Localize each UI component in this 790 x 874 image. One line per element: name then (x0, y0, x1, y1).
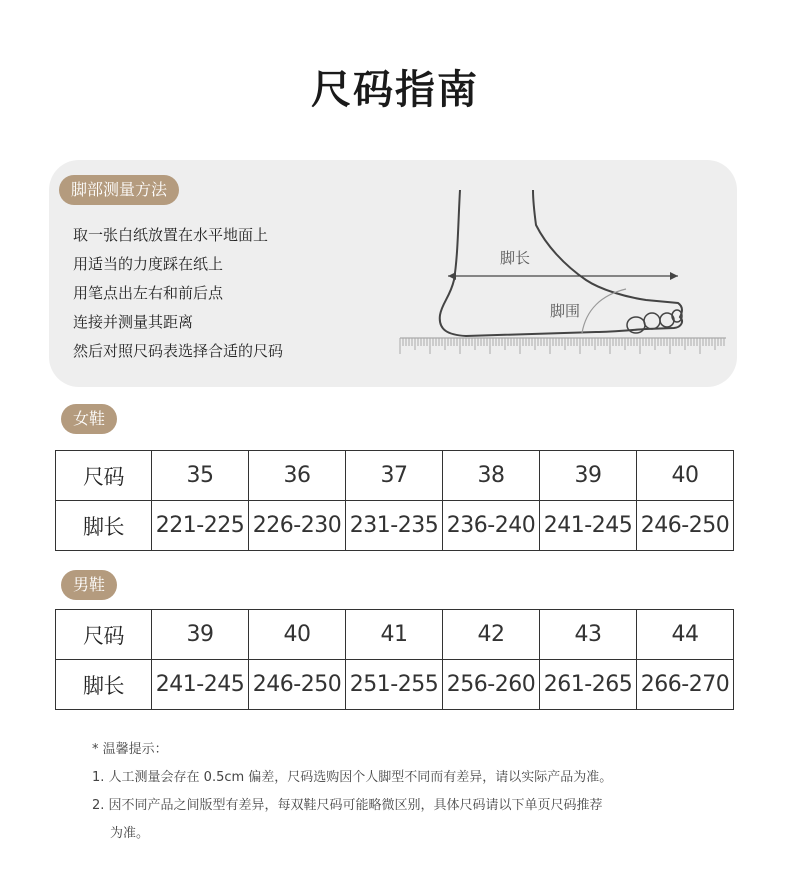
size-cell: 42 (443, 610, 540, 660)
row-label: 尺码 (56, 610, 152, 660)
size-cell: 38 (443, 451, 540, 501)
size-cell: 39 (152, 610, 249, 660)
length-cell: 246-250 (637, 501, 734, 551)
length-cell: 226-230 (249, 501, 346, 551)
tip-item: 2. 因不同产品之间版型有差异，每双鞋尺码可能略微区别，具体尺码请以下单页尺码推荐 (92, 798, 603, 813)
size-cell: 39 (540, 451, 637, 501)
length-cell: 236-240 (443, 501, 540, 551)
size-cell: 35 (152, 451, 249, 501)
size-cell: 37 (346, 451, 443, 501)
tips-section (92, 736, 612, 848)
step-item: 用适当的力度踩在纸上 (73, 255, 224, 273)
men-shoes-tag: 男鞋 (61, 570, 117, 600)
toe (644, 313, 660, 329)
step-item: 用笔点出左右和前后点 (73, 284, 224, 302)
length-cell: 231-235 (346, 501, 443, 551)
girth-curve (582, 289, 626, 333)
ruler (400, 338, 726, 354)
size-cell: 43 (540, 610, 637, 660)
length-cell: 246-250 (249, 660, 346, 710)
length-label: 脚长 (500, 249, 531, 267)
step-item: 连接并测量其距离 (73, 313, 194, 331)
row-label: 尺码 (56, 451, 152, 501)
row-label: 脚长 (56, 501, 152, 551)
women-shoes-tag: 女鞋 (61, 404, 117, 434)
table-row (56, 610, 734, 660)
length-cell: 241-245 (152, 660, 249, 710)
women-size-table (55, 450, 734, 551)
size-cell: 44 (637, 610, 734, 660)
men-size-table (55, 609, 734, 710)
table-row (56, 501, 734, 551)
table-row (56, 451, 734, 501)
length-cell: 251-255 (346, 660, 443, 710)
size-cell: 40 (249, 610, 346, 660)
step-item: 然后对照尺码表选择合适的尺码 (73, 342, 284, 360)
length-cell: 241-245 (540, 501, 637, 551)
foot-diagram (396, 185, 732, 370)
length-cell: 261-265 (540, 660, 637, 710)
step-item: 取一张白纸放置在水平地面上 (73, 226, 269, 244)
tip-item: 1. 人工测量会存在 0.5cm 偏差，尺码选购因个人脚型不同而有差异，请以实际产品为准。 (92, 770, 613, 785)
measurement-steps (73, 221, 283, 366)
length-cell: 266-270 (637, 660, 734, 710)
row-label: 脚长 (56, 660, 152, 710)
measurement-method-tag: 脚部测量方法 (59, 175, 179, 205)
table-row (56, 660, 734, 710)
tips-heading: * 温馨提示： (92, 742, 168, 757)
girth-label: 脚围 (550, 302, 581, 320)
length-cell: 221-225 (152, 501, 249, 551)
page-title: 尺码指南 (311, 67, 479, 113)
length-cell: 256-260 (443, 660, 540, 710)
size-cell: 40 (637, 451, 734, 501)
size-cell: 36 (249, 451, 346, 501)
size-cell: 41 (346, 610, 443, 660)
tip-item-continued: 为准。 (110, 826, 150, 841)
